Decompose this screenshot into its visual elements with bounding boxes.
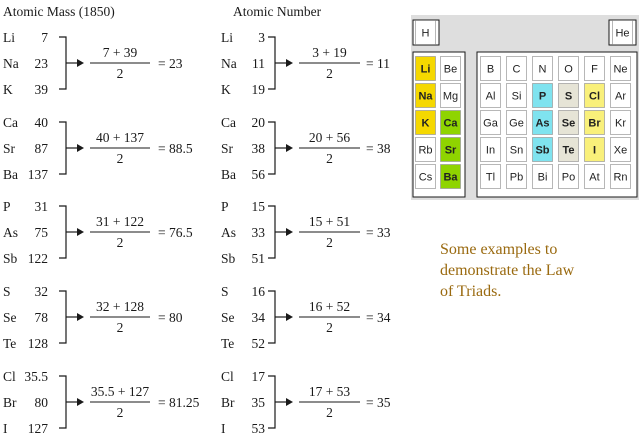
number-element-symbol: Ca	[221, 115, 236, 130]
caption-line: of Triads.	[440, 283, 502, 300]
mass-denominator: 2	[116, 235, 124, 250]
element-cell	[481, 111, 501, 135]
element-symbol: Ba	[443, 171, 458, 184]
element-symbol: Si	[511, 90, 522, 103]
number-element-value: 15	[251, 199, 265, 214]
element-symbol: Ga	[483, 117, 498, 130]
element-symbol: Na	[418, 90, 433, 103]
number-denominator: 2	[326, 151, 333, 166]
number-denominator: 2	[326, 66, 333, 81]
atomic-mass-header: Atomic Mass (1850)	[3, 4, 115, 19]
arrow-icon	[77, 313, 84, 321]
element-symbol: Ar	[615, 90, 626, 103]
element-symbol: Tl	[485, 171, 496, 184]
element-cell	[507, 57, 527, 81]
mass-element-symbol: Sb	[3, 251, 18, 266]
triad-group	[3, 369, 391, 436]
mass-element-value: 39	[34, 82, 48, 97]
number-element-symbol: Na	[221, 56, 237, 71]
mass-element-symbol: Ba	[3, 167, 18, 182]
element-cell	[481, 138, 501, 162]
number-element-symbol: Li	[221, 30, 233, 45]
mass-result: = 80	[158, 310, 183, 325]
element-symbol: P	[538, 90, 547, 103]
mass-numerator: 32 + 128	[95, 299, 145, 314]
number-numerator: 17 + 53	[308, 384, 351, 399]
number-numerator: 16 + 52	[308, 299, 351, 314]
caption	[440, 241, 575, 300]
triads-section	[3, 30, 391, 436]
element-cell	[611, 165, 631, 189]
element-cell	[559, 165, 579, 189]
periodic-table	[411, 15, 639, 200]
number-result: = 34	[366, 310, 391, 325]
number-bracket	[268, 37, 275, 89]
element-cell	[481, 84, 501, 108]
number-bracket	[268, 206, 275, 258]
element-cell	[585, 57, 605, 81]
element-symbol: Mg	[442, 90, 459, 103]
element-cell	[507, 165, 527, 189]
number-element-value: 38	[251, 141, 265, 156]
element-cell	[416, 165, 436, 189]
element-cell	[533, 165, 553, 189]
element-symbol: K	[421, 117, 430, 130]
element-cell	[611, 138, 631, 162]
arrow-icon	[286, 398, 293, 406]
mass-element-symbol: Sr	[3, 141, 16, 156]
mass-bracket	[59, 291, 66, 343]
caption-line: demonstrate the Law	[440, 262, 575, 279]
element-cell	[585, 111, 605, 135]
mass-numerator: 35.5 + 127	[90, 384, 150, 399]
element-symbol: As	[535, 117, 550, 130]
element-cell	[559, 84, 579, 108]
mass-bracket	[59, 376, 66, 428]
element-cell	[533, 84, 553, 108]
element-cell	[585, 138, 605, 162]
element-symbol: Pb	[509, 171, 524, 184]
arrow-icon	[286, 313, 293, 321]
arrow-icon	[286, 144, 293, 152]
element-symbol: Sn	[509, 144, 524, 157]
element-cell	[507, 84, 527, 108]
caption-line: Some examples to	[440, 241, 558, 258]
number-element-symbol: Te	[221, 336, 235, 351]
number-element-value: 52	[251, 336, 265, 351]
atomic-number-header: Atomic Number	[233, 4, 322, 19]
triad-group	[3, 115, 391, 182]
arrow-icon	[77, 144, 84, 152]
element-cell	[441, 138, 461, 162]
element-cell	[585, 84, 605, 108]
element-symbol: Po	[561, 171, 576, 184]
number-element-symbol: P	[221, 199, 229, 214]
mass-bracket	[59, 122, 66, 174]
element-cell	[611, 84, 631, 108]
mass-element-symbol: Se	[3, 310, 17, 325]
mass-bracket	[59, 206, 66, 258]
number-numerator: 20 + 56	[308, 130, 351, 145]
element-symbol: Sr	[444, 144, 457, 157]
element-cell	[559, 138, 579, 162]
element-symbol: F	[591, 63, 598, 76]
arrow-icon	[77, 398, 84, 406]
element-cell	[416, 138, 436, 162]
number-bracket	[268, 376, 275, 428]
element-symbol: S	[564, 90, 573, 103]
number-denominator: 2	[326, 320, 333, 335]
number-result: = 11	[366, 56, 390, 71]
number-numerator: 15 + 51	[308, 214, 351, 229]
number-element-value: 3	[258, 30, 265, 45]
mass-element-symbol: P	[3, 199, 11, 214]
mass-element-value: 137	[27, 167, 48, 182]
element-cell	[533, 138, 553, 162]
number-element-value: 19	[251, 82, 265, 97]
number-element-symbol: Ba	[221, 167, 236, 182]
element-cell	[611, 57, 631, 81]
arrow-icon	[77, 59, 84, 67]
mass-numerator: 40 + 137	[95, 130, 145, 145]
mass-element-symbol: Cl	[3, 369, 16, 384]
triad-group	[3, 199, 391, 266]
number-element-value: 51	[251, 251, 265, 266]
number-element-symbol: I	[221, 421, 226, 436]
mass-denominator: 2	[116, 66, 124, 81]
mass-element-value: 75	[34, 225, 48, 240]
element-cell	[611, 111, 631, 135]
mass-element-value: 32	[34, 284, 48, 299]
element-cell	[441, 111, 461, 135]
mass-element-value: 87	[34, 141, 48, 156]
number-result: = 35	[366, 395, 391, 410]
mass-element-symbol: S	[3, 284, 11, 299]
mass-result: = 81.25	[158, 395, 200, 410]
number-element-symbol: Se	[221, 310, 235, 325]
element-symbol: In	[485, 144, 496, 157]
number-numerator: 3 + 19	[312, 45, 347, 60]
element-cell	[416, 57, 436, 81]
mass-element-value: 80	[34, 395, 48, 410]
mass-numerator: 31 + 122	[95, 214, 145, 229]
element-symbol: At	[589, 171, 600, 184]
number-element-value: 34	[251, 310, 265, 325]
element-cell	[559, 111, 579, 135]
mass-element-value: 122	[27, 251, 48, 266]
mass-result: = 23	[158, 56, 183, 71]
triad-group	[3, 30, 390, 97]
element-symbol: Cl	[589, 90, 600, 103]
element-cell	[533, 57, 553, 81]
number-element-value: 16	[251, 284, 265, 299]
arrow-icon	[286, 59, 293, 67]
number-element-value: 56	[251, 167, 265, 182]
number-element-symbol: Br	[221, 395, 235, 410]
number-bracket	[268, 122, 275, 174]
number-result: = 33	[366, 225, 391, 240]
element-symbol: Al	[485, 90, 496, 103]
number-element-value: 11	[252, 56, 265, 71]
number-element-symbol: K	[221, 82, 231, 97]
number-element-value: 33	[251, 225, 265, 240]
mass-numerator: 7 + 39	[102, 45, 138, 60]
element-symbol: C	[512, 63, 521, 76]
element-cell	[416, 21, 436, 45]
number-element-value: 17	[251, 369, 265, 384]
mass-element-symbol: Br	[3, 395, 17, 410]
element-symbol: Rn	[613, 171, 628, 184]
element-cell	[613, 21, 633, 45]
element-symbol: Te	[562, 144, 575, 157]
element-symbol: H	[421, 27, 430, 40]
element-cell	[441, 84, 461, 108]
element-symbol: Kr	[615, 117, 626, 130]
element-cell	[441, 165, 461, 189]
element-symbol: Ne	[613, 63, 628, 76]
number-element-value: 35	[251, 395, 265, 410]
element-cell	[507, 138, 527, 162]
mass-element-symbol: Te	[3, 336, 17, 351]
number-denominator: 2	[326, 235, 333, 250]
mass-element-symbol: I	[3, 421, 8, 436]
element-symbol: Se	[561, 117, 576, 130]
mass-element-value: 40	[34, 115, 48, 130]
element-symbol: Br	[588, 117, 601, 130]
element-cell	[481, 165, 501, 189]
element-symbol: Ge	[509, 117, 524, 130]
element-symbol: N	[538, 63, 547, 76]
mass-element-value: 127	[27, 421, 48, 436]
mass-element-value: 7	[41, 30, 48, 45]
mass-element-symbol: Ca	[3, 115, 18, 130]
number-bracket	[268, 291, 275, 343]
element-symbol: Rb	[418, 144, 433, 157]
mass-element-symbol: K	[3, 82, 13, 97]
mass-element-symbol: Li	[3, 30, 15, 45]
number-element-symbol: As	[221, 225, 237, 240]
element-cell	[416, 111, 436, 135]
arrow-icon	[286, 228, 293, 236]
element-symbol: O	[564, 63, 573, 76]
arrow-icon	[77, 228, 84, 236]
number-element-symbol: Sb	[221, 251, 236, 266]
mass-result: = 76.5	[158, 225, 193, 240]
element-symbol: Be	[443, 63, 458, 76]
element-cell	[533, 111, 553, 135]
number-element-symbol: Cl	[221, 369, 234, 384]
element-symbol: Cs	[418, 171, 433, 184]
element-symbol: B	[486, 63, 495, 76]
number-denominator: 2	[326, 405, 333, 420]
element-symbol: He	[615, 27, 630, 40]
number-element-symbol: Sr	[221, 141, 234, 156]
mass-element-symbol: As	[3, 225, 19, 240]
element-symbol: I	[592, 144, 597, 157]
number-element-value: 20	[251, 115, 265, 130]
mass-element-value: 31	[34, 199, 48, 214]
mass-element-value: 78	[34, 310, 48, 325]
mass-denominator: 2	[116, 151, 124, 166]
mass-denominator: 2	[116, 405, 124, 420]
mass-element-value: 128	[27, 336, 48, 351]
element-cell	[416, 84, 436, 108]
element-cell	[585, 165, 605, 189]
element-symbol: Li	[420, 63, 431, 76]
mass-element-symbol: Na	[3, 56, 19, 71]
mass-element-value: 23	[34, 56, 48, 71]
mass-bracket	[59, 37, 66, 89]
number-element-value: 53	[251, 421, 265, 436]
element-symbol: Xe	[613, 144, 628, 157]
mass-result: = 88.5	[158, 141, 193, 156]
element-cell	[481, 57, 501, 81]
triad-group	[3, 284, 391, 351]
number-element-symbol: S	[221, 284, 229, 299]
element-cell	[441, 57, 461, 81]
element-cell	[559, 57, 579, 81]
element-symbol: Bi	[537, 171, 548, 184]
number-result: = 38	[366, 141, 391, 156]
mass-element-value: 35.5	[24, 369, 48, 384]
element-symbol: Sb	[535, 144, 550, 157]
element-cell	[507, 111, 527, 135]
element-symbol: Ca	[443, 117, 458, 130]
mass-denominator: 2	[116, 320, 124, 335]
